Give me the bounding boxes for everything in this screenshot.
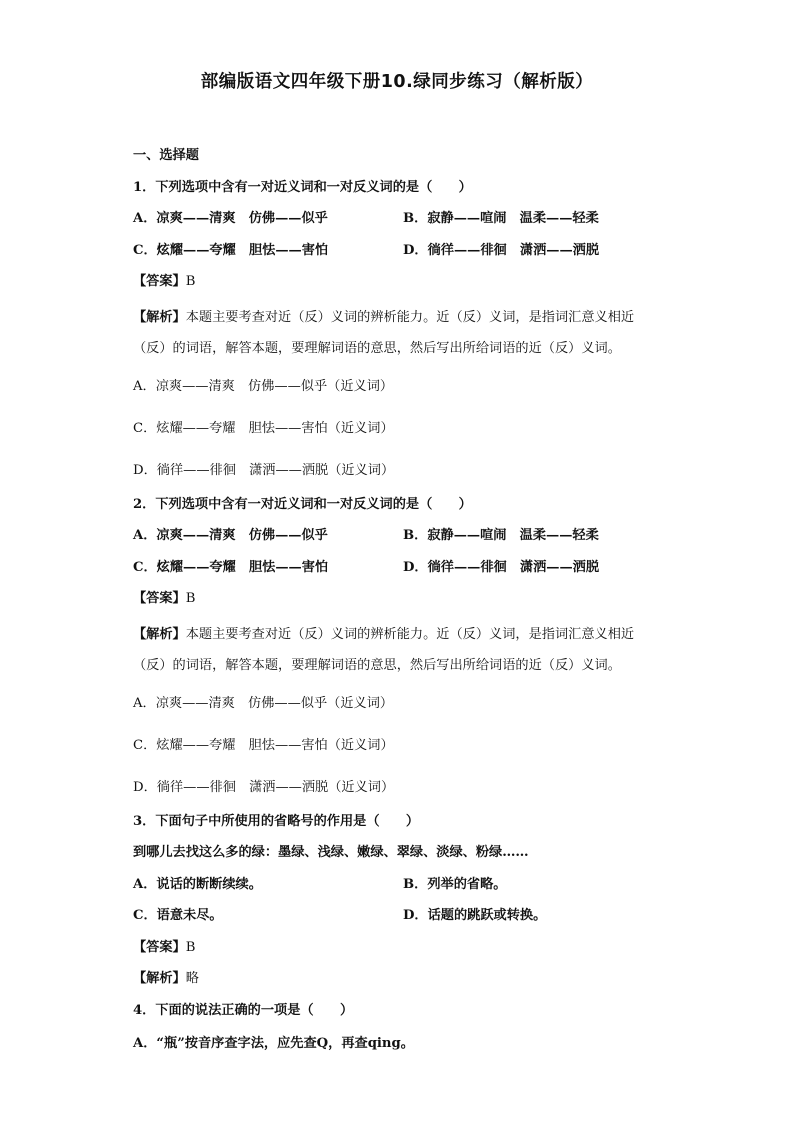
question-2-analysis <box>133 619 663 681</box>
question-3-option-c: C．语意未尽。 <box>133 908 223 923</box>
question-4-option-a: A．“瓶”按音序查字法，应先查Q，再查qing。 <box>133 1035 414 1051</box>
answer-label: 【答案】 <box>133 274 186 289</box>
question-2-analysis-text: 本题主要考查对近（反）义词的辨析能力。近（反）义词，是指词汇意义相近（反）的词语，解答本题，要理解词语的意思，然后写出所给词语的近（反）义词。 <box>133 626 635 673</box>
question-1-analysis-text: 本题主要考查对近（反）义词的辨析能力。近（反）义词，是指词汇意义相近（反）的词语，解答本题，要理解词语的意思，然后写出所给词语的近（反）义词。 <box>133 309 635 356</box>
question-2-option-c: C．炫耀——夸耀 胆怯——害怕 <box>133 559 329 575</box>
question-1-stem: 1．下列选项中含有一对近义词和一对反义词的是（ ） <box>133 179 472 195</box>
question-3-options-row-1 <box>133 873 673 896</box>
analysis-label: 【解析】 <box>133 971 186 986</box>
question-3-option-a: A．说话的断断续续。 <box>133 876 262 892</box>
question-1-analysis <box>133 302 663 364</box>
question-3-analysis-text: 略 <box>185 971 199 986</box>
question-2-option-a: A．凉爽——清爽 仿佛——似乎 <box>133 528 328 543</box>
question-2-note-d: D．徜徉——徘徊 潇洒——洒脱（近义词） <box>133 779 395 795</box>
question-3-answer <box>133 936 673 959</box>
question-1-note-c: C．炫耀——夸耀 胆怯——害怕（近义词） <box>133 420 394 436</box>
question-1-answer <box>133 270 673 293</box>
analysis-label: 【解析】 <box>133 626 186 642</box>
question-1-option-a: A．凉爽——清爽 仿佛——似乎 <box>133 211 328 226</box>
question-1-option-d: D．徜徉——徘徊 潇洒——洒脱 <box>403 242 600 258</box>
question-3-stem: 3．下面句子中所使用的省略号的作用是（ ） <box>133 813 420 829</box>
question-3-options-row-2 <box>133 904 673 927</box>
question-4-stem: 4．下面的说法正确的一项是（ ） <box>133 1002 354 1018</box>
question-1-option-c: C．炫耀——夸耀 胆怯——害怕 <box>133 242 329 258</box>
answer-label: 【答案】 <box>133 939 186 955</box>
question-2-answer <box>133 587 673 610</box>
question-2-note-c: C．炫耀——夸耀 胆怯——害怕（近义词） <box>133 737 394 753</box>
question-3-option-b: B．列举的省略。 <box>403 876 507 892</box>
question-1-option-b: B．寂静——喧闹 温柔——轻柔 <box>403 211 599 226</box>
question-1-options-row-2 <box>133 239 673 262</box>
question-3-answer-value: B <box>185 939 196 955</box>
page-title: 部编版语文四年级下册10.绿同步练习（解析版） <box>200 72 594 92</box>
question-2-stem: 2．下列选项中含有一对近义词和一对反义词的是（ ） <box>133 496 472 512</box>
question-1-answer-value: B <box>185 274 196 289</box>
question-2-option-d: D．徜徉——徘徊 潇洒——洒脱 <box>403 559 600 575</box>
question-3-sentence: 到哪儿去找这么多的绿：墨绿、浅绿、嫩绿、翠绿、淡绿、粉绿…… <box>133 845 529 860</box>
question-2-note-a: A．凉爽——清爽 仿佛——似乎（近义词） <box>133 695 394 711</box>
question-3-analysis <box>133 967 673 990</box>
question-1-options-row-1 <box>133 207 673 230</box>
answer-label: 【答案】 <box>133 591 186 606</box>
analysis-label: 【解析】 <box>133 309 186 325</box>
question-2-options-row-1 <box>133 524 673 547</box>
document-body <box>133 144 673 1063</box>
question-2-option-b: B．寂静——喧闹 温柔——轻柔 <box>403 528 599 543</box>
question-2-answer-value: B <box>185 591 196 606</box>
section-heading: 一、选择题 <box>133 148 199 163</box>
question-3-option-d: D．话题的跳跃或转换。 <box>403 908 547 923</box>
question-2-options-row-2 <box>133 556 673 579</box>
question-1-note-d: D．徜徉——徘徊 潇洒——洒脱（近义词） <box>133 462 395 478</box>
question-1-note-a: A．凉爽——清爽 仿佛——似乎（近义词） <box>133 378 394 394</box>
